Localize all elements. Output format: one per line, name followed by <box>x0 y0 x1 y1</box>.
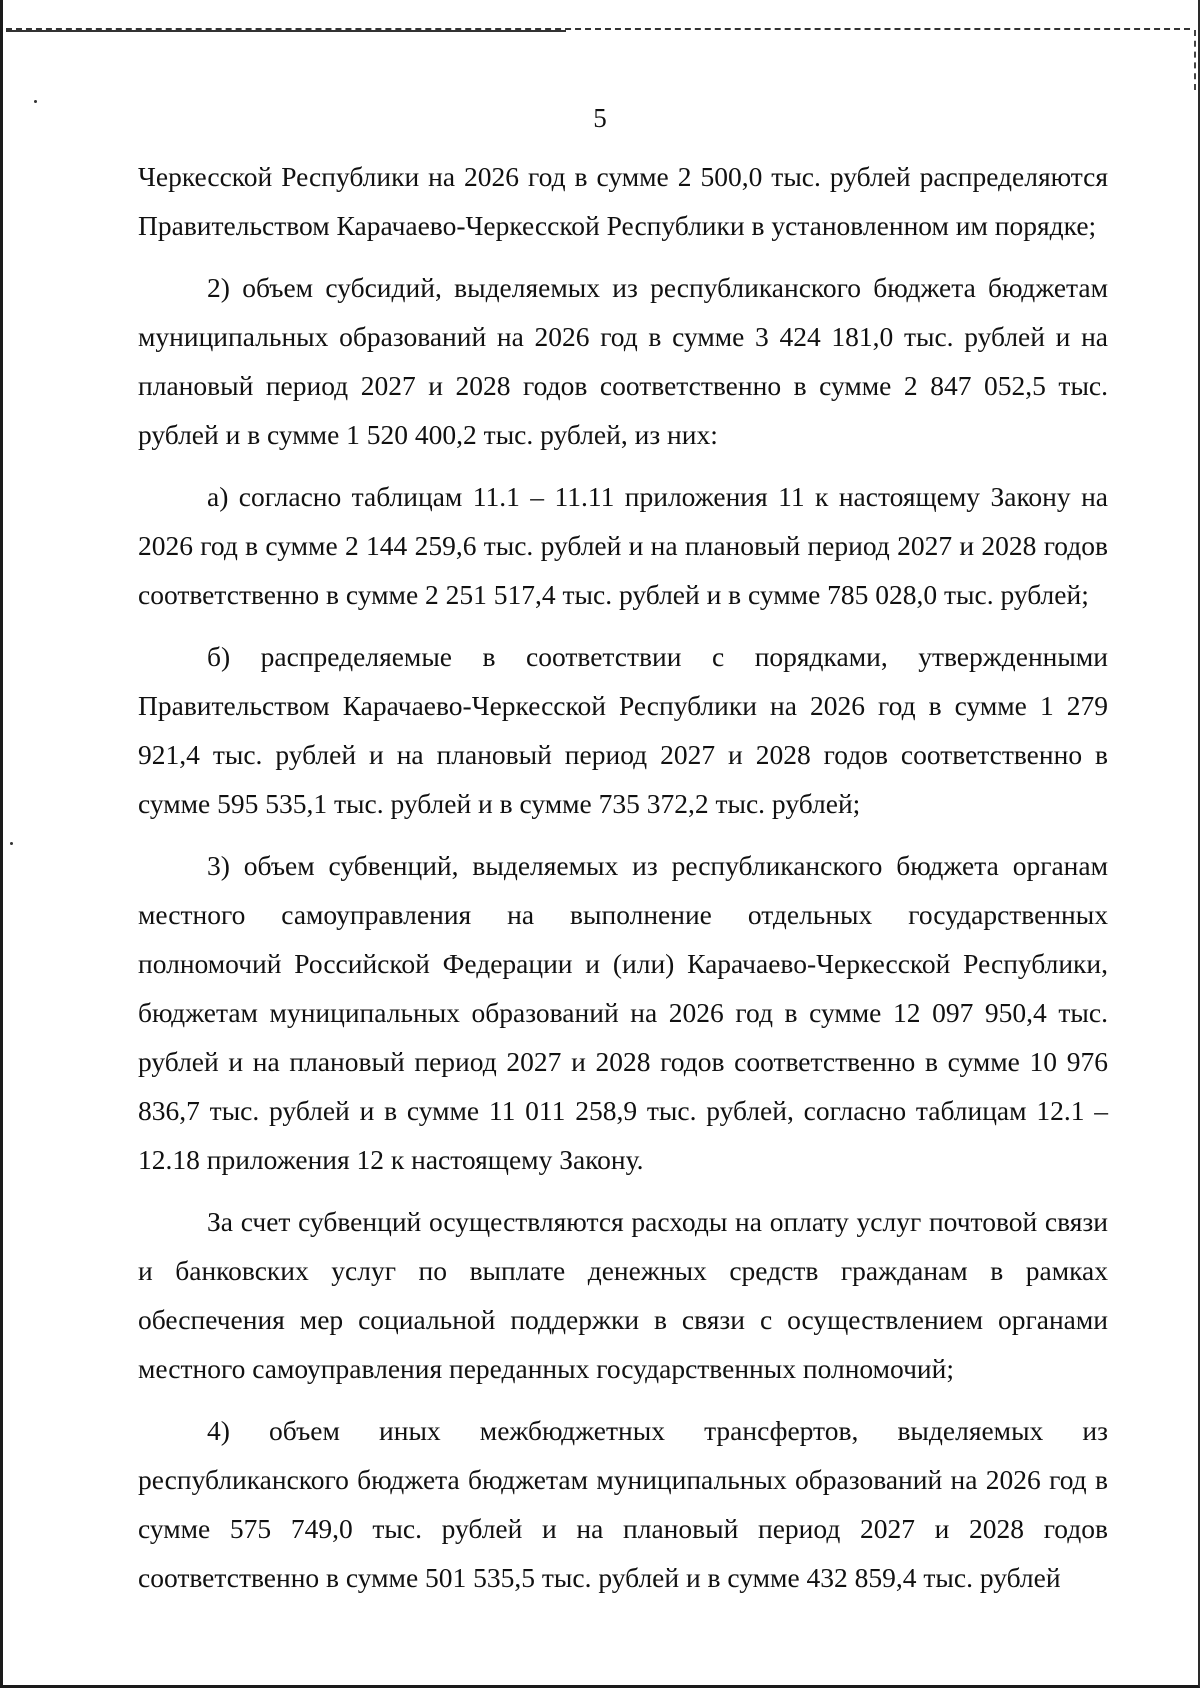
right-edge-mark <box>1192 30 1196 90</box>
scan-speck <box>10 842 13 845</box>
paragraph-continuation: Черкесской Республики на 2026 год в сумме 2 500,0 тыс. рублей распределяются Правительством Карачаево-Черкесской Республики в установленном им порядке; <box>138 161 1108 241</box>
paragraph-item-2a: а) согласно таблицам 11.1 – 11.11 приложения 11 к настоящему Закону на 2026 год в сумме 2 144 259,6 тыс. рублей и на плановый период 2027 и 2028 годов соответственно в сумме 2 251 517,4 тыс. рублей и в сумме 785 028,0 тыс. рублей; <box>138 481 1108 610</box>
document-body <box>138 152 1108 1602</box>
paragraph-subvention-expenses: За счет субвенций осуществляются расходы на оплату услуг почтовой связи и банковских услуг по выплате денежных средств гражданам в рамках обеспечения мер социальной поддержки в связи с осуществлением органами местного самоуправления переданных государственных полномочий; <box>138 1206 1108 1384</box>
paragraph-item-2b: б) распределяемые в соответствии с порядками, утвержденными Правительством Карачаево-Черкесской Республики на 2026 год в сумме 1 279 921,4 тыс. рублей и на плановый период 2027 и 2028 годов соответственно в сумме 595 535,1 тыс. рублей и в сумме 735 372,2 тыс. рублей; <box>138 641 1108 819</box>
page-number: 5 <box>593 103 607 133</box>
paragraph-item-3-subventions: 3) объем субвенций, выделяемых из республиканского бюджета органам местного самоуправления на выполнение отдельных государственных полномочий Российской Федерации и (или) Карачаево-Черкесской Республики, бюджетам муниципальных образований на 2026 год в сумме 12 097 950,4 тыс. рублей и на плановый период 2027 и 2028 годов соответственно в сумме 10 976 836,7 тыс. рублей и в сумме 11 011 258,9 тыс. рублей, согласно таблицам 12.1 – 12.18 приложения 12 к настоящему Закону. <box>138 850 1108 1175</box>
paragraph-item-2-subsidies: 2) объем субсидий, выделяемых из республиканского бюджета бюджетам муниципальных образований на 2026 год в сумме 3 424 181,0 тыс. рублей и на плановый период 2027 и 2028 годов соответственно в сумме 2 847 052,5 тыс. рублей и в сумме 1 520 400,2 тыс. рублей, из них: <box>138 272 1108 450</box>
top-border-line-solid <box>6 30 566 32</box>
paragraph-item-4-transfers: 4) объем иных межбюджетных трансфертов, выделяемых из республиканского бюджета бюджетам муниципальных образований на 2026 год в сумме 575 749,0 тыс. рублей и на плановый период 2027 и 2028 годов соответственно в сумме 501 535,5 тыс. рублей и в сумме 432 859,4 тыс. рублей <box>138 1415 1108 1593</box>
